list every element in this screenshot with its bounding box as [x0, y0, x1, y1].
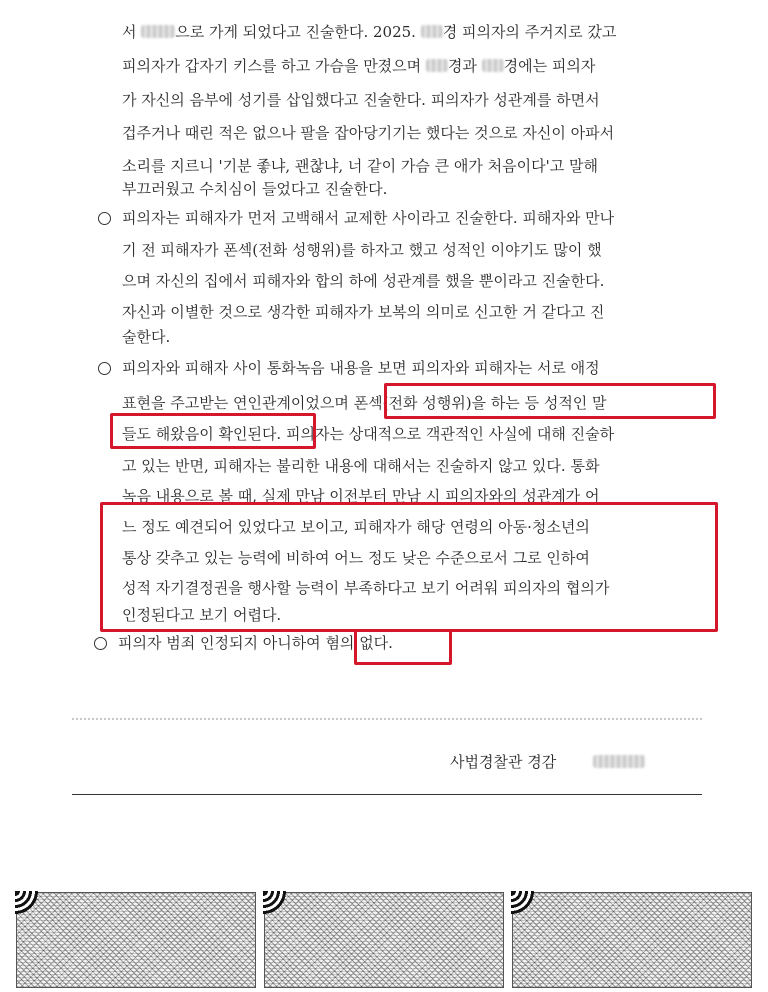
document-code-block: [512, 892, 752, 988]
text-line: 통상 갖추고 있는 능력에 비하여 어느 정도 낮은 수준으로서 그로 인하여: [122, 549, 590, 567]
text-line: 녹음 내용으로 볼 때, 실제 만남 이전부터 만남 시 피의자와의 성관계가 어: [122, 487, 600, 505]
code-corner-mark: [511, 891, 541, 921]
bullet-circle: [98, 212, 111, 225]
conclusion-line: 피의자 범죄 인정되지 아니하여 혐의 없다.: [118, 634, 393, 652]
text-line: 으며 자신의 집에서 피해자와 합의 하에 성관계를 했을 뿐이라고 진술한다.: [122, 272, 605, 290]
text-line: 들도 해왔음이 확인된다. 피의자는 상대적으로 객관적인 사실에 대해 진술하: [122, 425, 615, 443]
text-line: 피의자는 피해자가 먼저 고백해서 교제한 사이라고 진술한다. 피해자와 만나: [122, 209, 615, 227]
text-segment: 부끄러웠고 수치심이 들었다고 진술한다.: [122, 180, 388, 198]
text-line: 기 전 피해자가 폰섹(전화 성행위)를 하자고 했고 성적인 이야기도 많이 했: [122, 241, 602, 259]
redacted-name: [593, 755, 645, 768]
code-corner-mark: [263, 891, 293, 921]
text-segment: 가 자신의 음부에 성기를 삽입했다고 진술한다. 피의자가 성관계를 하면서: [122, 91, 600, 109]
code-corner-mark: [15, 891, 45, 921]
highlight-box: [384, 383, 716, 419]
redacted-text: [482, 59, 504, 72]
text-line: 피의자와 피해자 사이 통화녹음 내용을 보면 피의자와 피해자는 서로 애정: [122, 359, 600, 377]
text-line: 성적 자기결정권을 행사할 능력이 부족하다고 보기 어려워 피의자의 협의가: [122, 579, 610, 597]
bottom-rule: [72, 794, 702, 795]
text-line: [122, 123, 614, 143]
redacted-text: [426, 59, 448, 72]
text-line: [122, 90, 600, 110]
signature-title: 사법경찰관 경감: [450, 753, 557, 771]
highlight-box: [100, 502, 718, 632]
text-line: 느 정도 예견되어 있었다고 보이고, 피해자가 해당 연령의 아동·청소년의: [122, 518, 590, 536]
bullet-circle: [98, 362, 111, 375]
dotted-separator: [72, 718, 702, 720]
text-segment: 겁주거나 때린 적은 없으나 팔을 잡아당기기는 했다는 것으로 자신이 아파서: [122, 124, 615, 142]
highlight-box: [110, 413, 316, 449]
redacted-text: [141, 25, 175, 38]
bullet-circle: [94, 637, 107, 650]
highlight-box: [354, 629, 452, 665]
text-line: [122, 56, 595, 76]
text-segment: 경 피의자의 주거지로 갔고: [442, 23, 617, 41]
document-code-block: [16, 892, 256, 988]
text-line: 표현을 주고받는 연인관계이었으며 폰섹(전화 성행위)을 하는 등 성적인 말: [122, 394, 607, 412]
text-line: 자신과 이별한 것으로 생각한 피해자가 보복의 의미로 신고한 거 같다고 진: [122, 303, 605, 321]
text-segment: 경과: [447, 57, 482, 75]
redacted-text: [421, 25, 443, 38]
text-line: [122, 22, 616, 42]
text-line: 고 있는 반면, 피해자는 불리한 내용에 대해서는 진술하지 않고 있다. 통화: [122, 457, 600, 475]
text-line: [122, 156, 598, 176]
text-line: [122, 179, 387, 199]
text-segment: 으로 가게 되었다고 진술한다. 2025.: [175, 23, 421, 41]
text-segment: 서: [122, 23, 142, 41]
document-code-block: [264, 892, 504, 988]
text-line: 술한다.: [122, 328, 171, 346]
text-segment: 피의자가 갑자기 키스를 하고 가슴을 만졌으며: [122, 57, 426, 75]
text-segment: 경에는 피의자: [503, 57, 596, 75]
text-line: 인정된다고 보기 어렵다.: [122, 606, 282, 624]
text-segment: 소리를 지르니 '기분 좋냐, 괜찮냐, 너 같이 가슴 큰 애가 처음이다'고 말해: [122, 157, 598, 175]
